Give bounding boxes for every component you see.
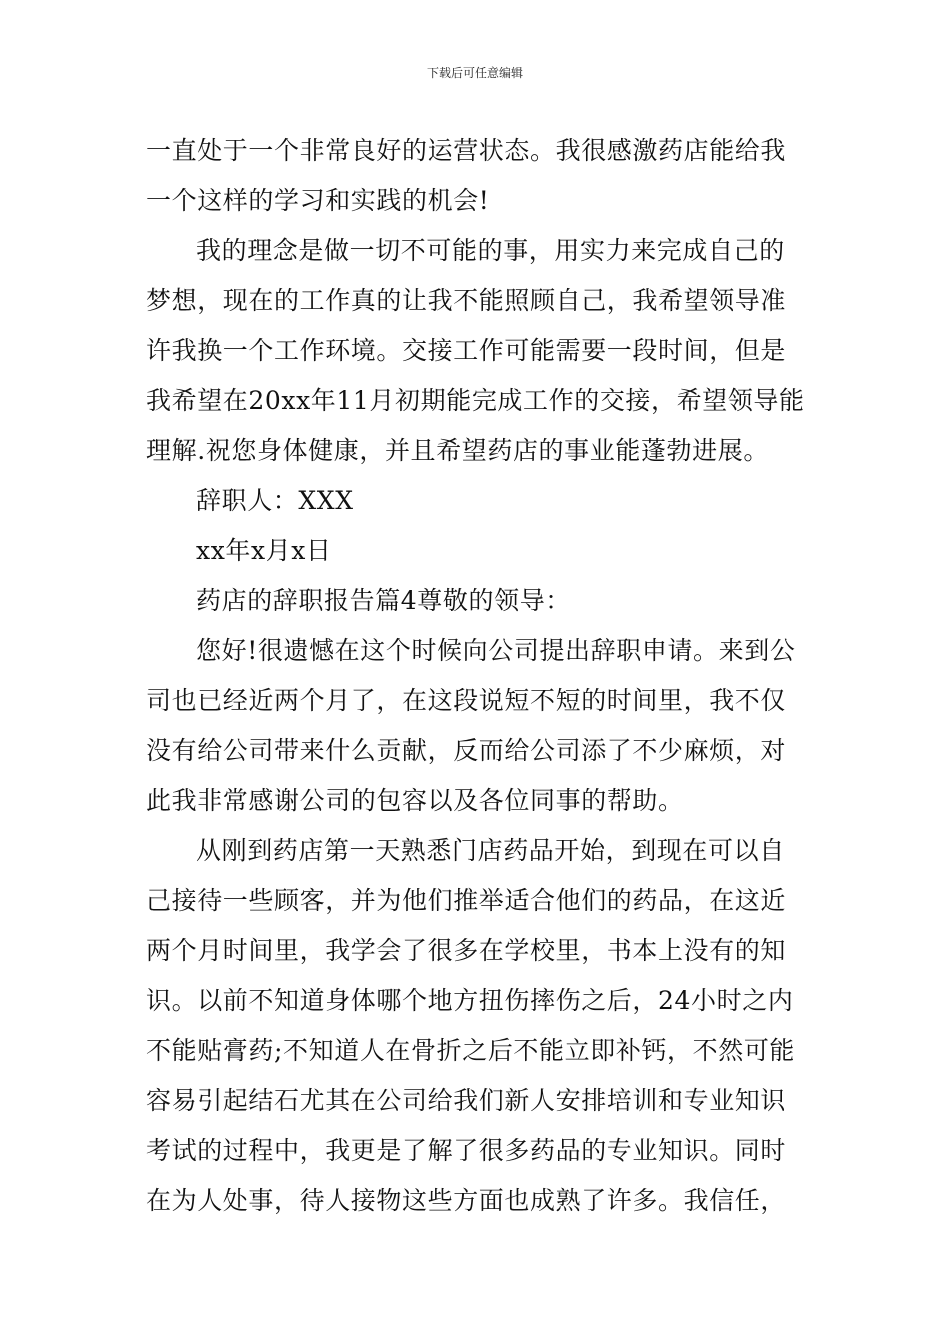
text-line: 不能贴膏药;不知道人在骨折之后不能立即补钙，不然可能 (146, 1036, 796, 1065)
text-line: 我的理念是做一切不可能的事，用实力来完成自己的 (196, 236, 785, 265)
text-line: 从刚到药店第一天熟悉门店药品开始，到现在可以自 (196, 836, 785, 865)
text-line: 梦想，现在的工作真的让我不能照顾自己，我希望领导准 (146, 286, 787, 315)
date-line: xx年x月x日 (196, 536, 332, 565)
text-line: 一直处于一个非常良好的运营状态。我很感激药店能给我 (146, 136, 787, 165)
text-line: 己接待一些顾客，并为他们推举适合他们的药品，在这近 (146, 886, 787, 915)
page-header: 下载后可任意编辑 (426, 66, 523, 80)
text-line: 没有给公司带来什么贡献，反而给公司添了不少麻烦，对 (146, 736, 787, 765)
text-line: 我希望在20xx年11月初期能完成工作的交接，希望领导能 (146, 386, 805, 415)
text-line: 理解.祝您身体健康，并且希望药店的事业能蓬勃进展。 (146, 436, 769, 465)
document-body (146, 126, 810, 1226)
text-line: 司也已经近两个月了，在这段说短不短的时间里，我不仅 (146, 686, 787, 715)
text-line: 许我换一个工作环境。交接工作可能需要一段时间，但是 (146, 336, 787, 365)
section-heading: 药店的辞职报告篇4尊敬的领导： (196, 586, 571, 615)
text-line: 此我非常感谢公司的包容以及各位同事的帮助。 (146, 786, 684, 815)
signature-line: 辞职人：XXX (196, 486, 354, 515)
text-line: 容易引起结石尤其在公司给我们新人安排培训和专业知识 (146, 1086, 787, 1115)
text-line: 两个月时间里，我学会了很多在学校里，书本上没有的知 (146, 936, 787, 965)
text-line: 考试的过程中，我更是了解了很多药品的专业知识。同时 (146, 1136, 787, 1165)
text-line: 在为人处事，待人接物这些方面也成熟了许多。我信任， (146, 1186, 787, 1215)
text-line: 一个这样的学习和实践的机会! (146, 186, 490, 215)
text-line: 识。以前不知道身体哪个地方扭伤摔伤之后，24小时之内 (146, 986, 794, 1015)
text-line: 您好!很遗憾在这个时候向公司提出辞职申请。来到公 (196, 636, 796, 665)
